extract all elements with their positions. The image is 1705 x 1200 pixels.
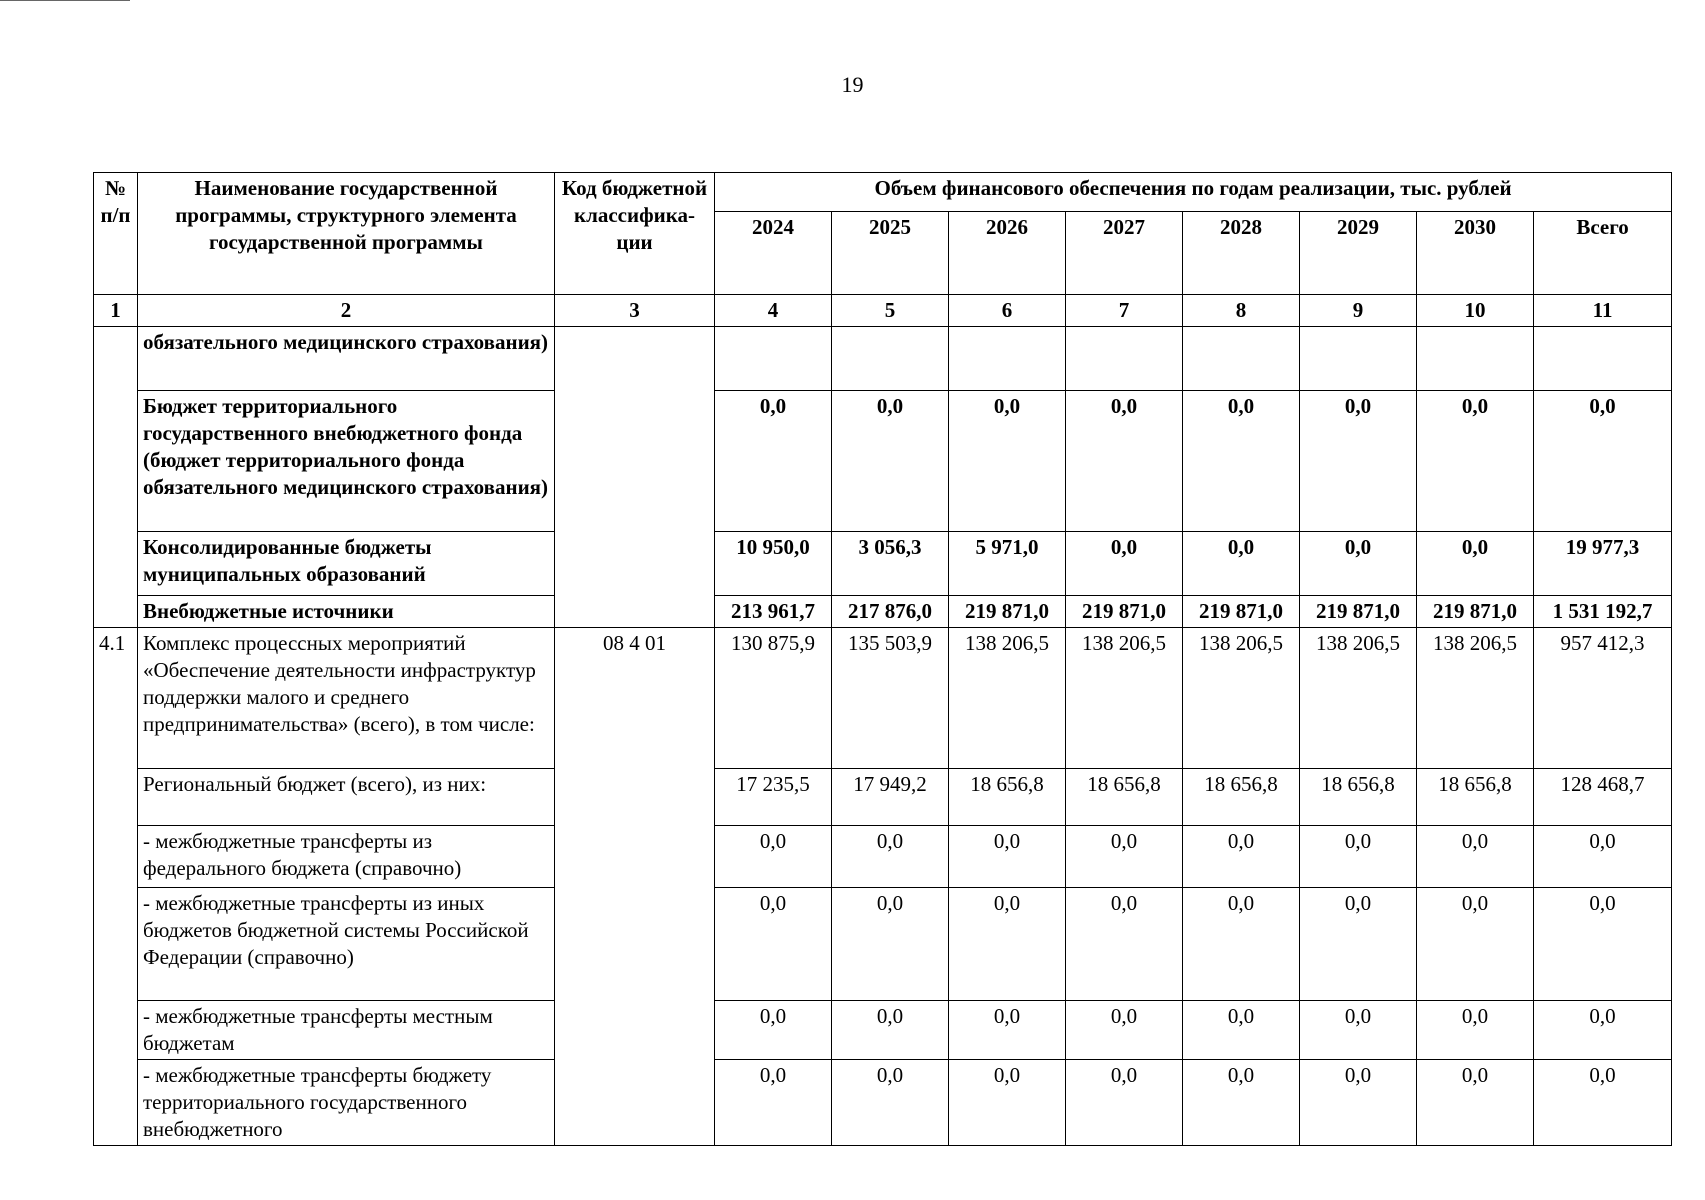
header-total: Всего (1534, 212, 1672, 295)
row-year-value: 0,0 (949, 826, 1066, 888)
row-year-value: 213 961,7 (715, 596, 832, 628)
row-year-value: 138 206,5 (1066, 628, 1183, 769)
row-year-value: 138 206,5 (1417, 628, 1534, 769)
row-year-value: 0,0 (832, 391, 949, 532)
row-year-value: 0,0 (1300, 391, 1417, 532)
row-name: - межбюджетные трансферты из иных бюджетов бюджетной системы Российской Федерации (справочно) (138, 888, 555, 1001)
row-year-value: 0,0 (1417, 1001, 1534, 1060)
row-year-value: 0,0 (1300, 888, 1417, 1001)
row-total-value: 128 468,7 (1534, 769, 1672, 826)
row-total-value (1534, 327, 1672, 391)
row-year-value: 219 871,0 (1417, 596, 1534, 628)
table-row (94, 1060, 1672, 1146)
row-name: Комплекс процессных мероприятий «Обеспечение деятельности инфраструктур поддержки малого и среднего предпринимательства» (всего), в том числе: (138, 628, 555, 769)
row-year-value: 0,0 (1417, 826, 1534, 888)
row-year-value (1066, 327, 1183, 391)
table-row (94, 532, 1672, 596)
row-year-value: 219 871,0 (1300, 596, 1417, 628)
header-year: 2026 (949, 212, 1066, 295)
row-year-value: 0,0 (1183, 532, 1300, 596)
row-year-value: 0,0 (949, 1001, 1066, 1060)
header-name: Наименование государственной программы, структурного элемента государственной программы (138, 173, 555, 295)
row-year-value: 10 950,0 (715, 532, 832, 596)
row-year-value: 0,0 (832, 1001, 949, 1060)
column-index: 1 (94, 295, 138, 327)
row-year-value: 0,0 (832, 888, 949, 1001)
row-year-value (715, 327, 832, 391)
row-year-value: 130 875,9 (715, 628, 832, 769)
row-year-value: 18 656,8 (1417, 769, 1534, 826)
column-index: 4 (715, 295, 832, 327)
row-year-value: 219 871,0 (949, 596, 1066, 628)
row-year-value: 18 656,8 (949, 769, 1066, 826)
page-number: 19 (841, 72, 864, 97)
row-year-value: 135 503,9 (832, 628, 949, 769)
row-year-value (949, 327, 1066, 391)
table-row (94, 327, 1672, 391)
row-year-value: 3 056,3 (832, 532, 949, 596)
row-year-value: 0,0 (1183, 1001, 1300, 1060)
row-year-value: 0,0 (1417, 391, 1534, 532)
row-name: обязательного медицинского страхования) (138, 327, 555, 391)
row-name: Региональный бюджет (всего), из них: (138, 769, 555, 826)
table-row (94, 769, 1672, 826)
header-year: 2030 (1417, 212, 1534, 295)
header-number: № п/п (94, 173, 138, 295)
row-total-value: 0,0 (1534, 391, 1672, 532)
header-financing-volume: Объем финансового обеспечения по годам реализации, тыс. рублей (715, 173, 1672, 212)
row-year-value: 0,0 (832, 1060, 949, 1146)
row-year-value: 0,0 (1417, 532, 1534, 596)
row-year-value: 0,0 (1300, 1060, 1417, 1146)
row-year-value: 0,0 (1183, 391, 1300, 532)
row-total-value: 0,0 (1534, 1001, 1672, 1060)
row-year-value: 17 235,5 (715, 769, 832, 826)
column-index: 9 (1300, 295, 1417, 327)
column-index: 6 (949, 295, 1066, 327)
row-year-value: 0,0 (1066, 391, 1183, 532)
row-year-value (1417, 327, 1534, 391)
row-year-value (1300, 327, 1417, 391)
row-year-value: 138 206,5 (1183, 628, 1300, 769)
row-number (94, 327, 138, 628)
row-year-value: 0,0 (1417, 888, 1534, 1001)
table-row (94, 596, 1672, 628)
table-row (94, 391, 1672, 532)
row-year-value: 219 871,0 (1066, 596, 1183, 628)
table-row (94, 888, 1672, 1001)
column-index: 7 (1066, 295, 1183, 327)
row-total-value: 19 977,3 (1534, 532, 1672, 596)
row-year-value: 0,0 (832, 826, 949, 888)
row-total-value: 1 531 192,7 (1534, 596, 1672, 628)
row-year-value: 0,0 (1300, 532, 1417, 596)
row-year-value: 0,0 (1066, 1060, 1183, 1146)
row-year-value: 0,0 (949, 391, 1066, 532)
row-year-value: 0,0 (715, 1001, 832, 1060)
row-year-value: 18 656,8 (1066, 769, 1183, 826)
row-year-value: 219 871,0 (1183, 596, 1300, 628)
row-name: - межбюджетные трансферты бюджету территориального государственного внебюджетного (138, 1060, 555, 1146)
row-total-value: 0,0 (1534, 826, 1672, 888)
row-name: - межбюджетные трансферты из федерального бюджета (справочно) (138, 826, 555, 888)
column-index: 11 (1534, 295, 1672, 327)
row-total-value: 0,0 (1534, 1060, 1672, 1146)
financing-table (93, 172, 1672, 1146)
row-year-value: 0,0 (1066, 826, 1183, 888)
table-row (94, 1001, 1672, 1060)
column-index: 5 (832, 295, 949, 327)
row-year-value: 0,0 (1066, 1001, 1183, 1060)
row-year-value: 138 206,5 (949, 628, 1066, 769)
row-year-value: 0,0 (1300, 826, 1417, 888)
header-year: 2027 (1066, 212, 1183, 295)
column-index: 3 (555, 295, 715, 327)
row-total-value: 0,0 (1534, 888, 1672, 1001)
row-year-value: 17 949,2 (832, 769, 949, 826)
column-index: 8 (1183, 295, 1300, 327)
row-name: Консолидированные бюджеты муниципальных образований (138, 532, 555, 596)
header-year: 2029 (1300, 212, 1417, 295)
row-name: - межбюджетные трансферты местным бюджетам (138, 1001, 555, 1060)
row-year-value: 18 656,8 (1300, 769, 1417, 826)
row-year-value: 0,0 (1066, 532, 1183, 596)
header-year: 2025 (832, 212, 949, 295)
row-year-value: 0,0 (1300, 1001, 1417, 1060)
row-year-value: 0,0 (1183, 1060, 1300, 1146)
row-year-value: 138 206,5 (1300, 628, 1417, 769)
row-year-value: 0,0 (1066, 888, 1183, 1001)
header-budget-code: Код бюджетной классифика-ции (555, 173, 715, 295)
column-index: 2 (138, 295, 555, 327)
table-row (94, 628, 1672, 769)
row-year-value: 5 971,0 (949, 532, 1066, 596)
row-year-value: 0,0 (715, 391, 832, 532)
table-row (94, 826, 1672, 888)
row-total-value: 957 412,3 (1534, 628, 1672, 769)
row-year-value: 0,0 (715, 888, 832, 1001)
row-year-value: 0,0 (715, 1060, 832, 1146)
header-year: 2024 (715, 212, 832, 295)
row-year-value: 0,0 (715, 826, 832, 888)
row-year-value: 0,0 (1417, 1060, 1534, 1146)
row-name: Внебюджетные источники (138, 596, 555, 628)
row-year-value (1183, 327, 1300, 391)
row-year-value: 217 876,0 (832, 596, 949, 628)
row-budget-code: 08 4 01 (555, 628, 715, 1146)
header-year: 2028 (1183, 212, 1300, 295)
row-number: 4.1 (94, 628, 138, 1146)
scan-edge-mark (0, 0, 130, 3)
row-year-value: 18 656,8 (1183, 769, 1300, 826)
row-year-value: 0,0 (949, 1060, 1066, 1146)
row-budget-code (555, 327, 715, 628)
row-year-value: 0,0 (949, 888, 1066, 1001)
row-year-value (832, 327, 949, 391)
row-name: Бюджет территориального государственного внебюджетного фонда (бюджет территориального фонда обязательного медицинского страхования) (138, 391, 555, 532)
row-year-value: 0,0 (1183, 826, 1300, 888)
row-year-value: 0,0 (1183, 888, 1300, 1001)
table-body (94, 327, 1672, 1146)
column-index: 10 (1417, 295, 1534, 327)
